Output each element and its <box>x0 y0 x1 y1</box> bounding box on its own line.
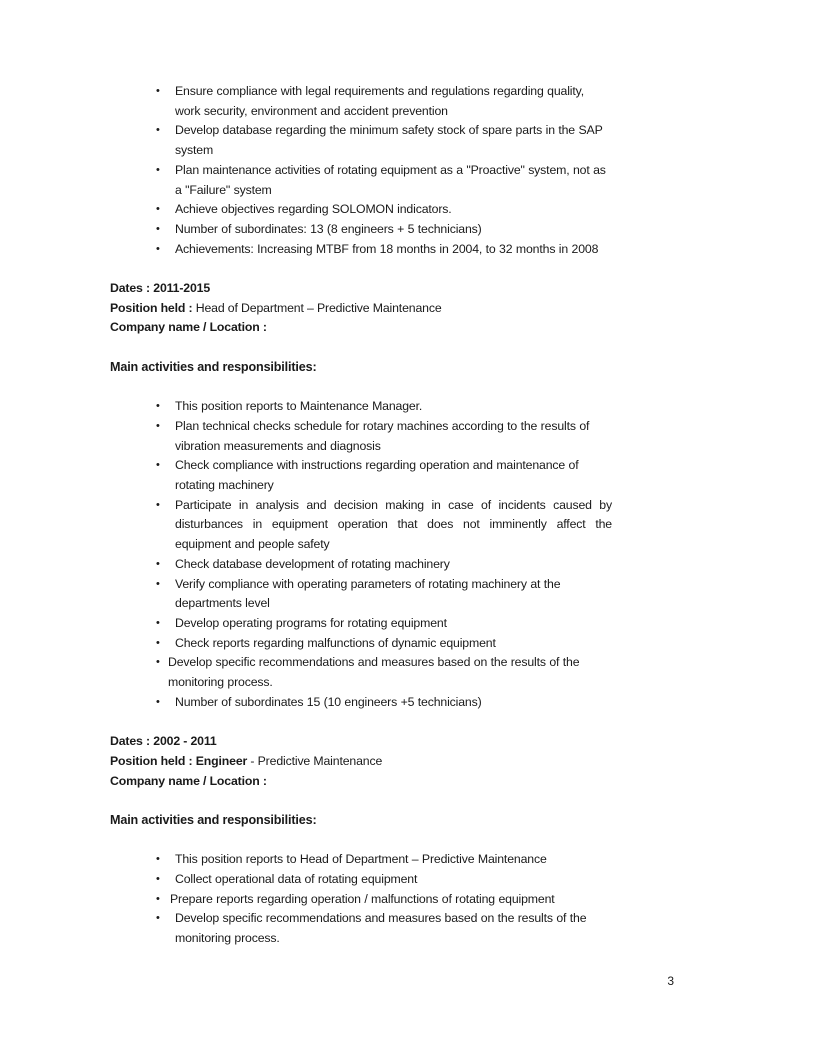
position-label: Position held : <box>110 300 193 315</box>
position-value: Head of Department – Predictive Maintenance <box>192 300 442 315</box>
page-number: 3 <box>667 974 674 988</box>
position-value-bold: Engineer <box>192 753 248 768</box>
page-content <box>110 82 612 949</box>
spacer <box>110 712 612 732</box>
list-item: • Check reports regarding malfunctions of dynamic equipment <box>110 634 612 654</box>
list-item: • Check compliance with instructions regarding operation and maintenance of rotating machinery <box>110 456 612 495</box>
list-item: • Number of subordinates 15 (10 engineers +5 technicians) <box>110 693 612 713</box>
dates-value: 2011-2015 <box>153 281 211 296</box>
job-header-2002-2011 <box>110 732 612 791</box>
spacer <box>110 259 612 279</box>
company-line <box>110 772 612 792</box>
list-item: • Verify compliance with operating parameters of rotating machinery at the departments level <box>110 575 612 614</box>
bullet-list-2002-2011 <box>110 850 612 949</box>
list-item: • Check database development of rotating machinery <box>110 555 612 575</box>
position-value: - Predictive Maintenance <box>247 753 383 768</box>
list-item: • Develop specific recommendations and measures based on the results of the monitoring process. <box>110 909 612 948</box>
list-item: • Achievements: Increasing MTBF from 18 months in 2004, to 32 months in 2008 <box>110 240 612 260</box>
spacer <box>110 338 612 358</box>
dates-line <box>110 732 612 752</box>
position-label: Position held : <box>110 753 193 768</box>
list-item: • Participate in analysis and decision making in case of incidents caused by disturbances in equipment operation that does not imminently affect the equipment and people safety <box>110 496 612 555</box>
list-item: • Develop specific recommendations and measures based on the results of the monitoring process. <box>110 653 612 692</box>
company-label: Company name / Location : <box>110 773 267 788</box>
list-item: • Plan maintenance activities of rotating equipment as a "Proactive" system, not as a "Failure" system <box>110 161 612 200</box>
list-item: • Number of subordinates: 13 (8 engineers + 5 technicians) <box>110 220 612 240</box>
list-item: • This position reports to Head of Department – Predictive Maintenance <box>110 850 612 870</box>
dates-label: Dates : <box>110 734 150 749</box>
list-item: • Collect operational data of rotating equipment <box>110 870 612 890</box>
spacer <box>110 378 612 398</box>
spacer <box>110 831 612 851</box>
company-label: Company name / Location : <box>110 320 267 335</box>
dates-label: Dates : <box>110 281 150 296</box>
list-item: • Develop database regarding the minimum safety stock of spare parts in the SAP system <box>110 121 612 160</box>
activities-heading: Main activities and responsibilities: <box>110 812 317 827</box>
company-line <box>110 318 612 338</box>
list-item: • Achieve objectives regarding SOLOMON indicators. <box>110 200 612 220</box>
activities-heading: Main activities and responsibilities: <box>110 359 317 374</box>
list-item: • This position reports to Maintenance Manager. <box>110 397 612 417</box>
bullet-list-top <box>110 82 612 259</box>
list-item: • Prepare reports regarding operation / malfunctions of rotating equipment <box>110 890 612 910</box>
spacer <box>110 791 612 811</box>
list-item: • Plan technical checks schedule for rotary machines according to the results of vibration measurements and diagnosis <box>110 417 612 456</box>
dates-line <box>110 279 612 299</box>
position-line <box>110 299 612 319</box>
bullet-list-2011-2015 <box>110 397 612 712</box>
dates-value: 2002 - 2011 <box>153 734 217 749</box>
list-item: • Ensure compliance with legal requirements and regulations regarding quality, work security, environment and accident prevention <box>110 82 612 121</box>
position-line <box>110 752 612 772</box>
list-item: • Develop operating programs for rotating equipment <box>110 614 612 634</box>
job-header-2011-2015 <box>110 279 612 338</box>
